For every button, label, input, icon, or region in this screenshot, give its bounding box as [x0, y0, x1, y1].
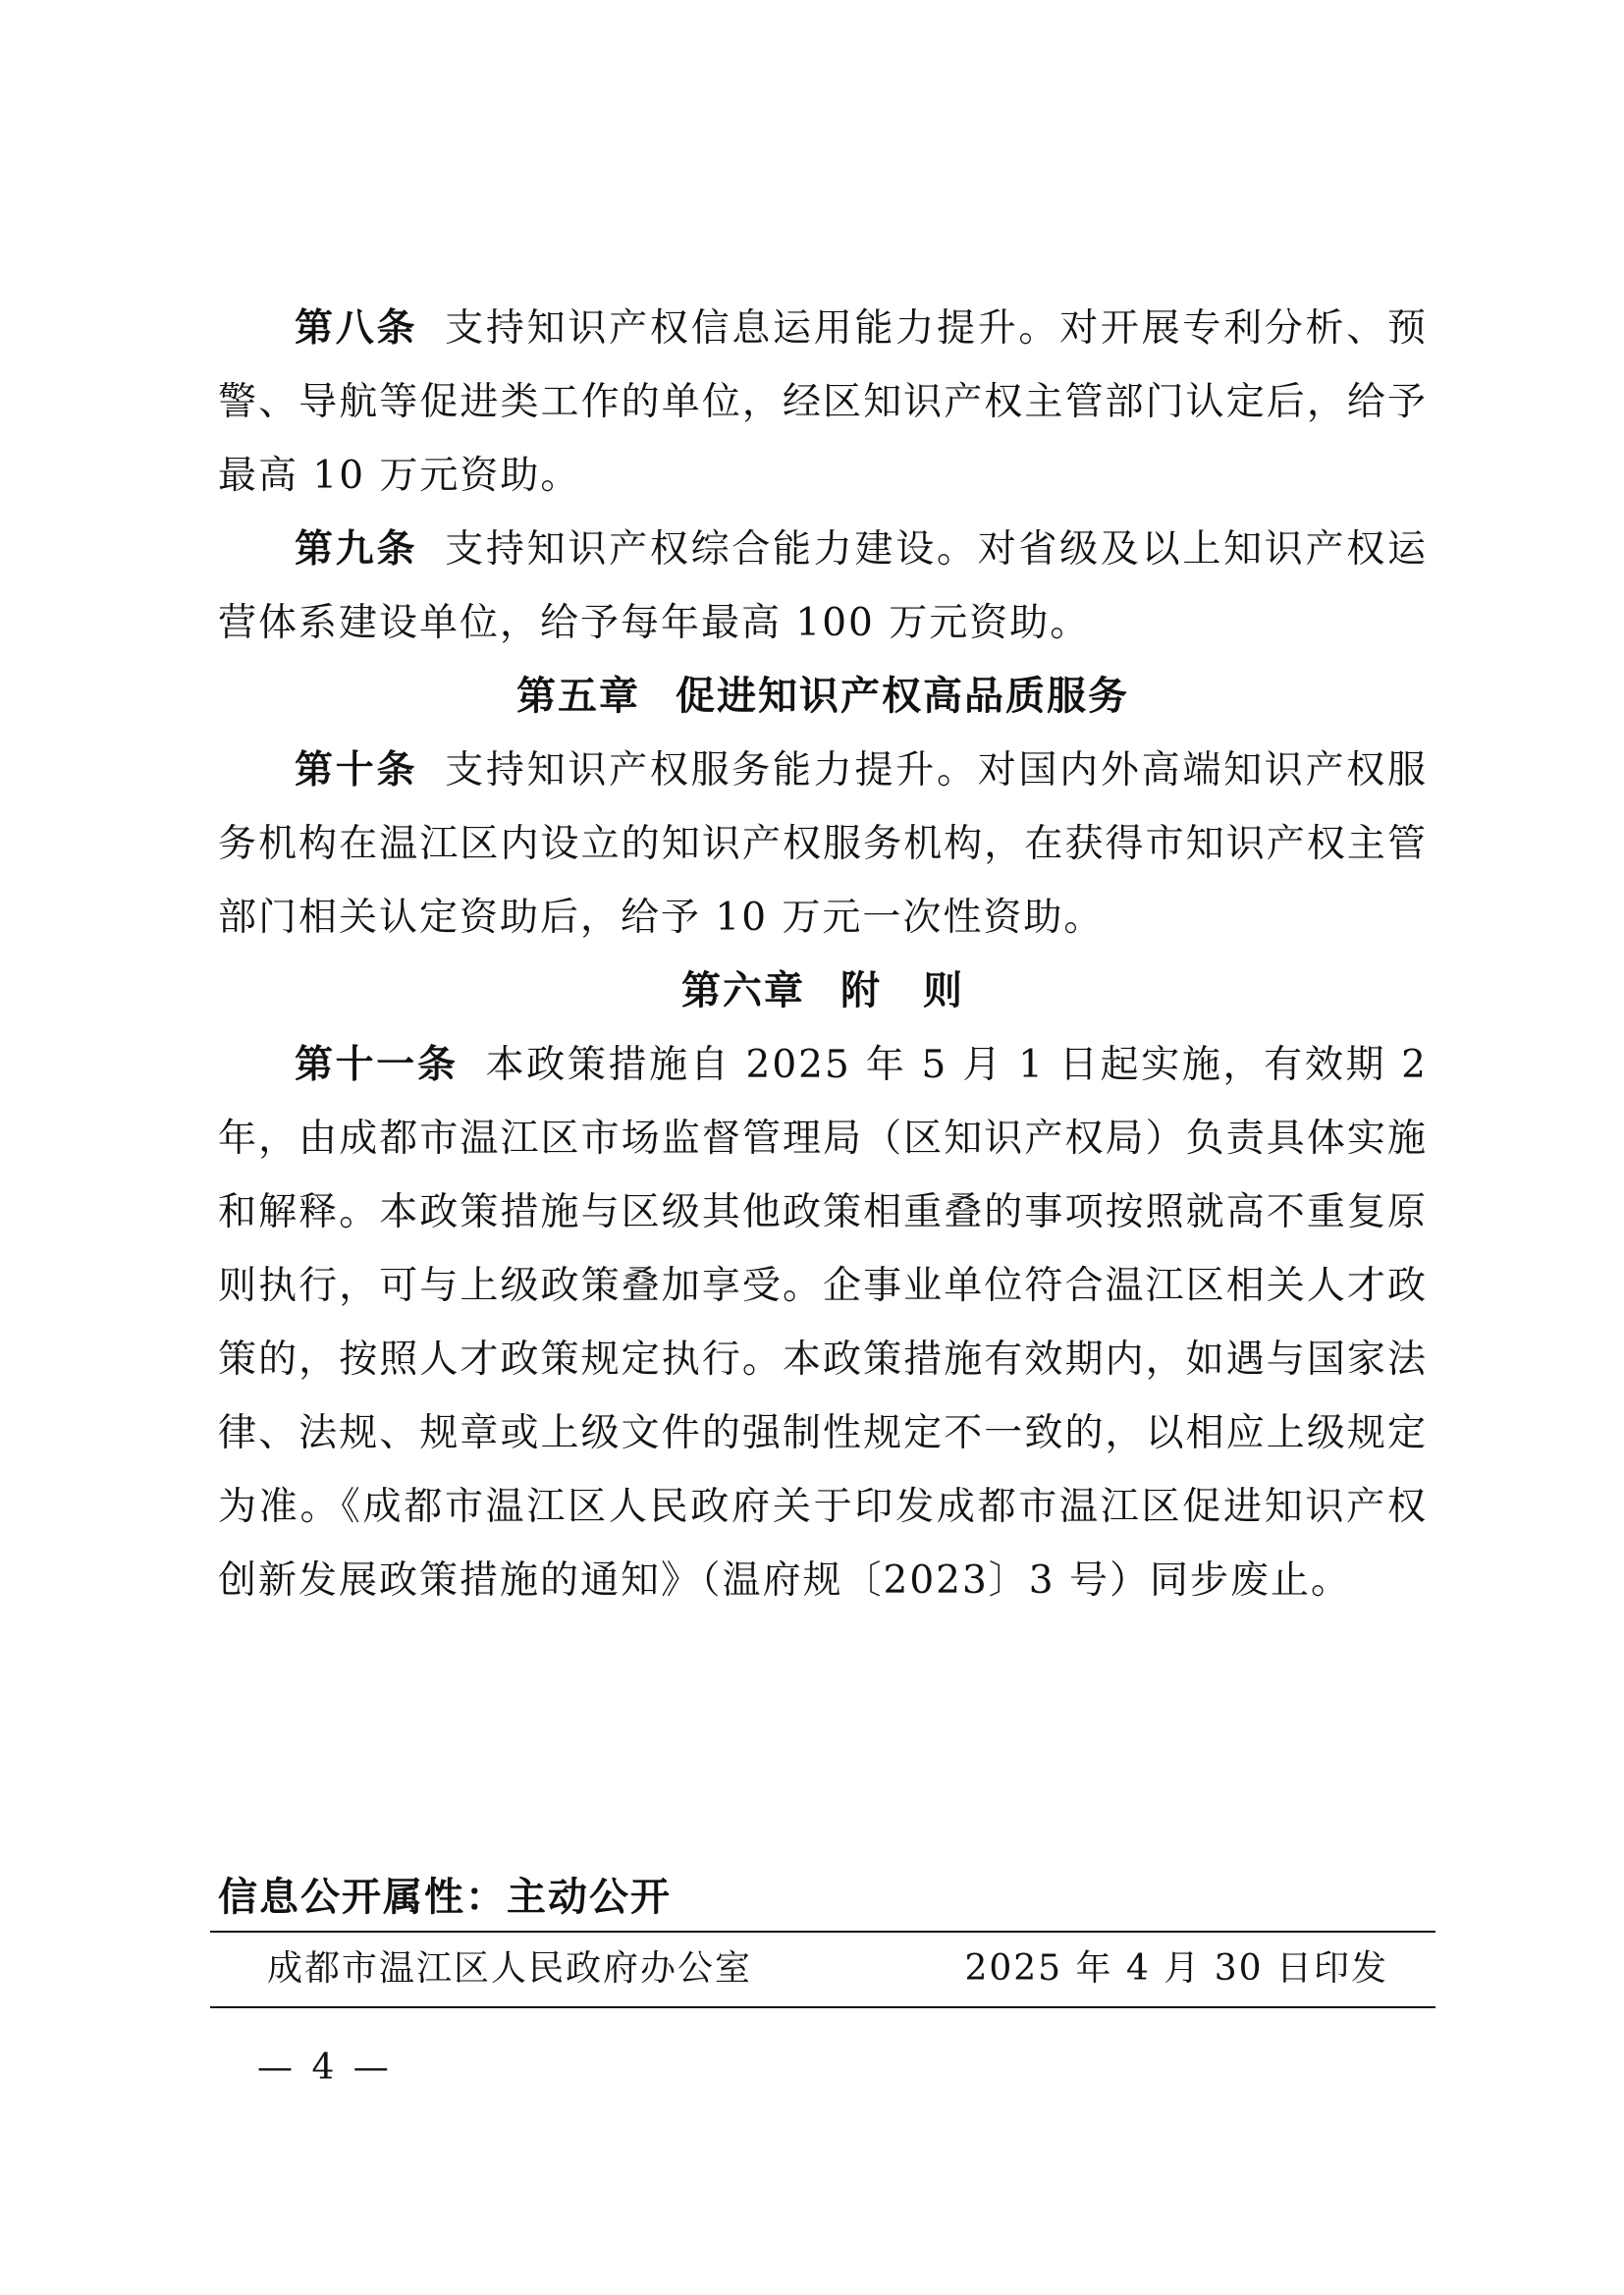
article-text: 支持知识产权信息运用能力提升。对开展专利分析、预警、导航等促进类工作的单位，经区知识产权主管部门认定后，给予最高 10 万元资助。: [218, 306, 1428, 498]
issue-date: 2025 年 4 月 30 日印发: [964, 1948, 1388, 1989]
chapter-title: 附 则: [840, 968, 964, 1013]
document-body: [218, 292, 1428, 1617]
footer-top-rule: [210, 1931, 1435, 1933]
disclosure-attribute: 信息公开属性：主动公开: [218, 1875, 672, 1920]
chapter-5-heading: [218, 660, 1428, 734]
issuer: 成都市温江区人民政府办公室: [267, 1948, 753, 1989]
article-label: 第十一条: [295, 1043, 459, 1087]
article-label: 第九条: [295, 527, 418, 572]
chapter-title: 促进知识产权高品质服务: [676, 674, 1129, 719]
article-text: 支持知识产权服务能力提升。对国内外高端知识产权服务机构在温江区内设立的知识产权服务机构，在获得市知识产权主管部门相关认定资助后，给予 10 万元一次性资助。: [218, 748, 1428, 940]
page-number: — 4 —: [257, 2048, 393, 2088]
article-label: 第八条: [295, 306, 418, 351]
article-text: 支持知识产权综合能力建设。对省级及以上知识产权运营体系建设单位，给予每年最高 100 万元资助。: [218, 527, 1428, 645]
footer-bottom-rule: [210, 2006, 1435, 2008]
article-9: [218, 513, 1428, 660]
chapter-number: 第六章: [681, 968, 805, 1013]
chapter-6-heading: [218, 955, 1428, 1028]
article-11: [218, 1028, 1428, 1617]
chapter-number: 第五章: [516, 674, 640, 719]
article-10: [218, 734, 1428, 955]
issuance-footer: [267, 1939, 1388, 1999]
article-label: 第十条: [295, 748, 418, 792]
article-8: [218, 292, 1428, 513]
article-text: 本政策措施自 2025 年 5 月 1 日起实施，有效期 2 年，由成都市温江区市场监督管理局（区知识产权局）负责具体实施和解释。本政策措施与区级其他政策相重叠的事项按照就高不重复原则执行，可与上级政策叠加享受。企事业单位符合温江区相关人才政策的，按照人才政策规定执行。本政策措施有效期内，如遇与国家法律、法规、规章或上级文件的强制性规定不一致的，以相应上级规定为准。《成都市温江区人民政府关于印发成都市温江区促进知识产权创新发展政策措施的通知》（温府规〔2023〕3 号）同步废止。: [218, 1043, 1428, 1603]
